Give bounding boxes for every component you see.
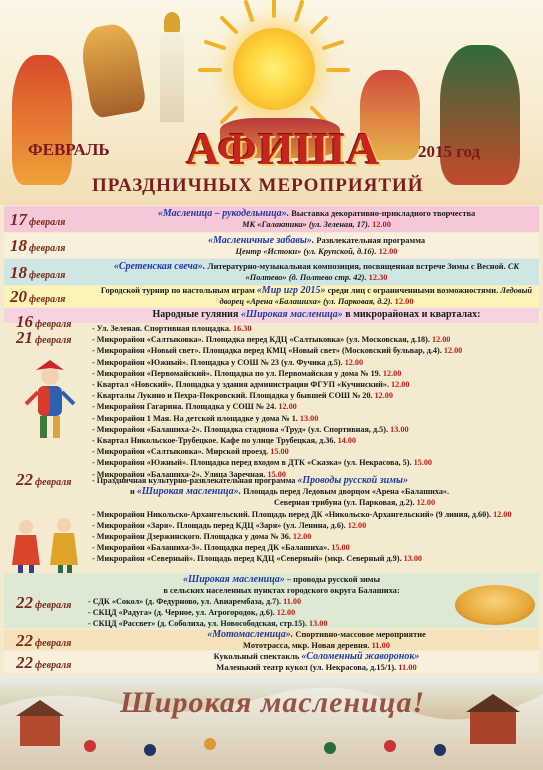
header-illustration (0, 0, 543, 205)
event-row (4, 259, 539, 285)
list-item: - Микрорайон «Заря». Площадь перед КДЦ «Заря» (ул. Ленина, д.6). 12.00 (92, 520, 367, 530)
event-date: 22 февраля (16, 631, 72, 650)
event-desc: Спортивно-массовое мероприятие (295, 630, 426, 639)
list-item: - Микрорайон «Южный». Площадка перед входом в ДТК «Сказка» (ул. Некрасова, 5). 15.00 (92, 458, 432, 468)
list-item: - Квартал «Новский». Площадка у здания администрации ФГУП «Кучинский». 12.00 (92, 380, 410, 390)
list-item: - Микрорайон Гагарина. Площадка у СОШ № 24. 12.00 (92, 402, 297, 412)
list-item: - Микрорайон «Балашиха-2». Площадка стадиона «Труд» (ул. Спортивная, д.5). 13.00 (92, 424, 409, 434)
event-row (4, 651, 539, 673)
event-row (4, 286, 539, 307)
villages-heading: «Широкая масленица» – проводы русской зимы в сельских населенных пунктах городского округа Балашиха: (163, 574, 400, 595)
folk-figure-right (440, 45, 520, 185)
sun-icon (233, 28, 315, 110)
villages-date: 22 февраля (16, 593, 72, 612)
jester-doll-icon (22, 360, 78, 442)
event-date: 20 февраля (10, 287, 66, 306)
event-place: Ледовый дворец «Арена «Балашиха» (ул. Парковая, д.2). (219, 286, 533, 306)
footer-banner: Широкая масленица! (120, 686, 426, 719)
farewell-line: и «Широкая масленица». Площадь перед Ледовым дворцом «Арена «Балашиха». (130, 486, 450, 498)
event-time: 12.00 (378, 247, 398, 256)
page-subtitle: ПРАЗДНИЧНЫХ МЕРОПРИЯТИЙ (92, 175, 424, 196)
event-date: 18 февраля (10, 236, 66, 255)
list-item: - Микрорайон «Балашиха-2». Улица Заречная. 15.00 (92, 469, 286, 479)
event-row (4, 630, 539, 650)
event-text (100, 208, 533, 230)
list-item: - Микрорайон «Первомайский». Площадка по ул. Первомайская у дома № 19. 12.00 (92, 368, 402, 378)
event-place: Мототрасса, мкр. Новая деревня. (243, 641, 370, 650)
event-row (4, 233, 539, 258)
farewell-name-1: «Проводы русской зимы» (297, 475, 408, 486)
event-name: «Соломенный жаворонок» (301, 651, 420, 662)
event-desc: среди лиц с ограниченными возможностями. (327, 286, 499, 295)
event-date: 22 февраля (16, 653, 72, 672)
event-desc-before: Городской турнир по настольным играм (100, 286, 255, 295)
list-item: - Микрорайон «Северный». Площадь перед КДЦ «Северный» (мкр. Северный д.9). 13.00 (92, 554, 422, 564)
folk-date-1: 16 февраля (16, 312, 72, 331)
event-date: 18 февраля (10, 263, 66, 282)
list-item: - Микрорайон «Салтыковка». Мирской проезд. 15.00 (92, 447, 289, 457)
event-row (4, 206, 539, 232)
list-item: - Микрорайон Никольско-Архангельский. Площадь перед ДК «Никольско-Архангельский» (9 линия, д.60). 12.00 (92, 509, 512, 519)
villages-list (88, 596, 327, 630)
event-time: 12.00 (394, 297, 414, 306)
farewell-line: - Праздничная культурно-развлекательная программа «Проводы русской зимы» (92, 475, 408, 486)
folk-heading: Народные гуляния «Широкая масленица» в микрорайонах и кварталах: (152, 309, 481, 320)
list-item: - Квартал Никольское-Трубецкое. Кафе по улице Трубецкая, д.36. 14.00 (92, 436, 356, 446)
list-item: - Микрорайон «Новый свет». Площадка перед КМЦ «Новый свет» (Московский бульвар, д.4). 12.00 (92, 346, 463, 356)
bell-tower-icon (160, 30, 184, 122)
event-place: МК «Галактика» (ул. Зеленая, 17). (242, 220, 370, 229)
event-name: «Масленица – рукодельница». (157, 208, 290, 219)
event-time: 11.00 (398, 663, 417, 672)
list-item: - Микрорайон «Южный». Площадка у СОШ № 23 (ул. Фучика д.5). 12.00 (92, 357, 364, 367)
farewell-name-2: «Широкая масленица». (136, 486, 242, 498)
event-desc: Выставка декоративно-прикладного творчества (291, 209, 476, 218)
event-text: Кукольный спектакль «Соломенный жаворонок» Маленький театр кукол (ул. Некрасова, д.15/1). 11.00 (213, 651, 420, 672)
event-text (100, 629, 533, 651)
list-item: - Ул. Зеленая. Спортивная площадка. 16.30 (92, 324, 252, 333)
event-date: 17 февраля (10, 210, 66, 229)
title-year: 2015 год (418, 142, 481, 161)
villages-name: «Широкая масленица» (182, 574, 285, 585)
list-item: - Микрорайон «Салтыковка». Площадка перед КДЦ «Салтыковка» (ул. Московская, д.18). 12.00 (92, 335, 451, 345)
farewell-line: Северная трибуна (ул. Парковая, д.2). 12.00 (274, 498, 436, 508)
event-desc: Развлекательная программа (316, 236, 426, 245)
list-item: - Кварталы Лукино и Пехра-Покровский. Площадка у бывшей СОШ № 20. 12.00 (92, 391, 393, 401)
folk-date-2: 21 февраля (16, 328, 72, 347)
event-time: 12.30 (368, 273, 388, 282)
folk-name: «Широкая масленица» (240, 309, 343, 320)
list-item: - СДК «Сокол» (д. Федурново, ул. Авиарембаза, д.7). 11.00 (88, 597, 302, 606)
list-item: - СКЦД «Радуга» (д. Черное, ул. Агрогородок, д.6). 12.00 (88, 608, 296, 618)
event-place: Центр «Истоки» (ул. Крупской, д.16). (235, 247, 377, 256)
event-name: «Сретенская свеча». (113, 261, 206, 272)
list-item: - Микрорайон 1 Мая. На детской площадке у дома № 1. 13.00 (92, 413, 319, 423)
farewell-block (92, 475, 532, 565)
list-item: - Микрорайон «Балашиха-3». Площадка перед ДК «Балашиха». 15.00 (92, 543, 350, 553)
event-place: СК «Полтево» (д. Полтево стр. 42). (245, 262, 520, 282)
event-time: 12.00 (372, 220, 391, 229)
pancakes-icon (455, 585, 535, 625)
list-item: - СКЦД «Рассвет» (д. Соболиха, ул. Новосободская, стр.15). 13.00 (88, 619, 328, 629)
farewell-date: 22 февраля (16, 470, 72, 489)
event-time: 11.00 (371, 641, 390, 650)
event-desc: Литературно-музыкальная композиция, посвященная встрече Зимы с Весной. (207, 262, 506, 271)
event-text (100, 285, 533, 307)
event-name: «Мотомасленица». (207, 629, 294, 640)
event-text (100, 235, 533, 257)
event-name: «Мир игр 2015» (256, 285, 326, 296)
event-place: Маленький театр кукол (ул. Некрасова, д.15/1). (216, 663, 397, 672)
dancing-dolls-icon (6, 515, 86, 577)
event-text (100, 261, 533, 283)
list-item: - Микрорайон Дзержинского. Площадка у дома № 36. 12.00 (92, 532, 312, 542)
event-name: «Масленичные забавы». (207, 235, 315, 246)
folk-list (92, 323, 462, 480)
folk-header (4, 308, 539, 323)
folk-figure-left (12, 55, 72, 185)
straw-effigy-icon (78, 21, 148, 119)
title-month: ФЕВРАЛЬ (28, 140, 110, 159)
page-title: АФИША (186, 123, 381, 174)
